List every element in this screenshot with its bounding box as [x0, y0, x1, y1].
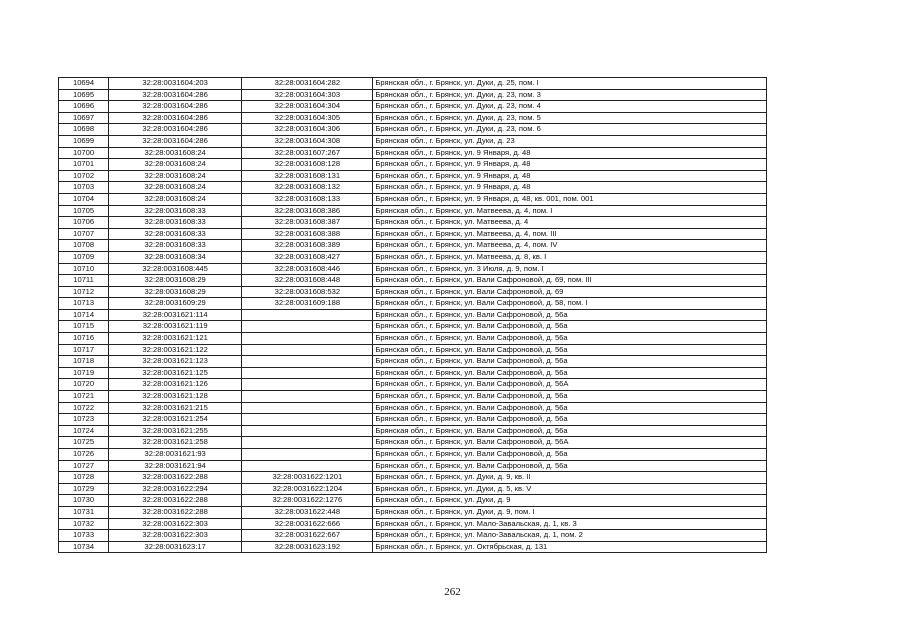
parcel-cadastral-number-cell: 32:28:0031604:203 — [109, 78, 242, 90]
object-cadastral-number-cell — [242, 449, 373, 461]
row-number-cell: 10724 — [59, 425, 109, 437]
address-cell: Брянская обл., г. Брянск, ул. Дуки, д. 23, пом. 6 — [373, 124, 767, 136]
table-row — [59, 170, 767, 182]
row-number-cell: 10694 — [59, 78, 109, 90]
row-number-cell: 10726 — [59, 449, 109, 461]
row-number-cell: 10702 — [59, 170, 109, 182]
address-cell: Брянская обл., г. Брянск, ул. Матвеева, д. 4, пом. I — [373, 205, 767, 217]
table-row — [59, 205, 767, 217]
parcel-cadastral-number-cell: 32:28:0031608:33 — [109, 205, 242, 217]
address-cell: Брянская обл., г. Брянск, ул. 9 Января, д. 48 — [373, 170, 767, 182]
address-cell: Брянская обл., г. Брянск, ул. Вали Сафроновой, д. 58, пом. I — [373, 298, 767, 310]
row-number-cell: 10721 — [59, 391, 109, 403]
address-cell: Брянская обл., г. Брянск, ул. Дуки, д. 23, пом. 5 — [373, 112, 767, 124]
object-cadastral-number-cell — [242, 321, 373, 333]
row-number-cell: 10734 — [59, 541, 109, 553]
address-cell: Брянская обл., г. Брянск, ул. Октябрьская, д. 131 — [373, 541, 767, 553]
row-number-cell: 10720 — [59, 379, 109, 391]
row-number-cell: 10708 — [59, 240, 109, 252]
parcel-cadastral-number-cell: 32:28:0031621:121 — [109, 333, 242, 345]
object-cadastral-number-cell: 32:28:0031622:667 — [242, 530, 373, 542]
table-row — [59, 147, 767, 159]
address-cell: Брянская обл., г. Брянск, ул. Дуки, д. 23, пом. 3 — [373, 89, 767, 101]
table-row — [59, 228, 767, 240]
row-number-cell: 10715 — [59, 321, 109, 333]
object-cadastral-number-cell — [242, 414, 373, 426]
parcel-cadastral-number-cell: 32:28:0031622:288 — [109, 472, 242, 484]
row-number-cell: 10706 — [59, 217, 109, 229]
row-number-cell: 10701 — [59, 159, 109, 171]
parcel-cadastral-number-cell: 32:28:0031621:215 — [109, 402, 242, 414]
object-cadastral-number-cell: 32:28:0031622:1204 — [242, 483, 373, 495]
table-row — [59, 518, 767, 530]
row-number-cell: 10727 — [59, 460, 109, 472]
table-row — [59, 425, 767, 437]
object-cadastral-number-cell — [242, 437, 373, 449]
object-cadastral-number-cell — [242, 367, 373, 379]
row-number-cell: 10704 — [59, 193, 109, 205]
parcel-cadastral-number-cell: 32:28:0031621:128 — [109, 391, 242, 403]
table-row — [59, 356, 767, 368]
address-cell: Брянская обл., г. Брянск, ул. Вали Сафроновой, д. 56а — [373, 449, 767, 461]
address-cell: Брянская обл., г. Брянск, ул. Матвеева, д. 4 — [373, 217, 767, 229]
row-number-cell: 10709 — [59, 251, 109, 263]
table-row — [59, 298, 767, 310]
object-cadastral-number-cell: 32:28:0031604:304 — [242, 101, 373, 113]
registry-table — [58, 77, 767, 553]
parcel-cadastral-number-cell: 32:28:0031621:123 — [109, 356, 242, 368]
table-row — [59, 344, 767, 356]
table-row — [59, 159, 767, 171]
object-cadastral-number-cell: 32:28:0031622:1276 — [242, 495, 373, 507]
object-cadastral-number-cell — [242, 356, 373, 368]
table-row — [59, 124, 767, 136]
parcel-cadastral-number-cell: 32:28:0031608:29 — [109, 286, 242, 298]
table-row — [59, 530, 767, 542]
object-cadastral-number-cell: 32:28:0031608:133 — [242, 193, 373, 205]
parcel-cadastral-number-cell: 32:28:0031623:17 — [109, 541, 242, 553]
row-number-cell: 10723 — [59, 414, 109, 426]
object-cadastral-number-cell — [242, 344, 373, 356]
object-cadastral-number-cell — [242, 333, 373, 345]
table-row — [59, 240, 767, 252]
address-cell: Брянская обл., г. Брянск, ул. Дуки, д. 9 — [373, 495, 767, 507]
parcel-cadastral-number-cell: 32:28:0031621:125 — [109, 367, 242, 379]
parcel-cadastral-number-cell: 32:28:0031604:286 — [109, 101, 242, 113]
row-number-cell: 10722 — [59, 402, 109, 414]
row-number-cell: 10730 — [59, 495, 109, 507]
object-cadastral-number-cell: 32:28:0031608:448 — [242, 275, 373, 287]
parcel-cadastral-number-cell: 32:28:0031621:122 — [109, 344, 242, 356]
address-cell: Брянская обл., г. Брянск, ул. Вали Сафроновой, д. 56а — [373, 367, 767, 379]
address-cell: Брянская обл., г. Брянск, ул. Мало-Завальская, д. 1, кв. 3 — [373, 518, 767, 530]
parcel-cadastral-number-cell: 32:28:0031621:94 — [109, 460, 242, 472]
parcel-cadastral-number-cell: 32:28:0031621:126 — [109, 379, 242, 391]
address-cell: Брянская обл., г. Брянск, ул. Вали Сафроновой, д. 56а — [373, 321, 767, 333]
table-row — [59, 251, 767, 263]
parcel-cadastral-number-cell: 32:28:0031604:286 — [109, 124, 242, 136]
object-cadastral-number-cell: 32:28:0031607:267 — [242, 147, 373, 159]
address-cell: Брянская обл., г. Брянск, ул. Вали Сафроновой, д. 69 — [373, 286, 767, 298]
address-cell: Брянская обл., г. Брянск, ул. Вали Сафроновой, д. 56а — [373, 460, 767, 472]
table-row — [59, 89, 767, 101]
object-cadastral-number-cell: 32:28:0031608:427 — [242, 251, 373, 263]
row-number-cell: 10718 — [59, 356, 109, 368]
row-number-cell: 10699 — [59, 135, 109, 147]
address-cell: Брянская обл., г. Брянск, ул. Вали Сафроновой, д. 56а — [373, 333, 767, 345]
table-row — [59, 101, 767, 113]
object-cadastral-number-cell: 32:28:0031622:666 — [242, 518, 373, 530]
address-cell: Брянская обл., г. Брянск, ул. 9 Января, д. 48 — [373, 182, 767, 194]
address-cell: Брянская обл., г. Брянск, ул. Вали Сафроновой, д. 56А — [373, 437, 767, 449]
parcel-cadastral-number-cell: 32:28:0031621:254 — [109, 414, 242, 426]
object-cadastral-number-cell: 32:28:0031609:188 — [242, 298, 373, 310]
row-number-cell: 10712 — [59, 286, 109, 298]
row-number-cell: 10697 — [59, 112, 109, 124]
parcel-cadastral-number-cell: 32:28:0031608:33 — [109, 228, 242, 240]
address-cell: Брянская обл., г. Брянск, ул. 9 Января, д. 48 — [373, 159, 767, 171]
row-number-cell: 10707 — [59, 228, 109, 240]
row-number-cell: 10713 — [59, 298, 109, 310]
row-number-cell: 10700 — [59, 147, 109, 159]
parcel-cadastral-number-cell: 32:28:0031608:24 — [109, 159, 242, 171]
row-number-cell: 10719 — [59, 367, 109, 379]
table-row — [59, 449, 767, 461]
object-cadastral-number-cell: 32:28:0031622:1201 — [242, 472, 373, 484]
address-cell: Брянская обл., г. Брянск, ул. Мало-Завальская, д. 1, пом. 2 — [373, 530, 767, 542]
address-cell: Брянская обл., г. Брянск, ул. Вали Сафроновой, д. 56а — [373, 356, 767, 368]
parcel-cadastral-number-cell: 32:28:0031621:258 — [109, 437, 242, 449]
table-row — [59, 182, 767, 194]
address-cell: Брянская обл., г. Брянск, ул. Вали Сафроновой, д. 56А — [373, 379, 767, 391]
row-number-cell: 10703 — [59, 182, 109, 194]
object-cadastral-number-cell: 32:28:0031608:446 — [242, 263, 373, 275]
table-row — [59, 437, 767, 449]
address-cell: Брянская обл., г. Брянск, ул. Вали Сафроновой, д. 56а — [373, 425, 767, 437]
object-cadastral-number-cell: 32:28:0031608:386 — [242, 205, 373, 217]
object-cadastral-number-cell — [242, 460, 373, 472]
table-row — [59, 78, 767, 90]
row-number-cell: 10714 — [59, 309, 109, 321]
parcel-cadastral-number-cell: 32:28:0031622:288 — [109, 495, 242, 507]
object-cadastral-number-cell: 32:28:0031623:192 — [242, 541, 373, 553]
parcel-cadastral-number-cell: 32:28:0031604:286 — [109, 112, 242, 124]
row-number-cell: 10710 — [59, 263, 109, 275]
object-cadastral-number-cell: 32:28:0031608:388 — [242, 228, 373, 240]
parcel-cadastral-number-cell: 32:28:0031621:114 — [109, 309, 242, 321]
address-cell: Брянская обл., г. Брянск, ул. Дуки, д. 23, пом. 4 — [373, 101, 767, 113]
table-row — [59, 112, 767, 124]
parcel-cadastral-number-cell: 32:28:0031622:288 — [109, 506, 242, 518]
object-cadastral-number-cell: 32:28:0031604:306 — [242, 124, 373, 136]
table-row — [59, 391, 767, 403]
parcel-cadastral-number-cell: 32:28:0031604:286 — [109, 89, 242, 101]
table-row — [59, 483, 767, 495]
row-number-cell: 10696 — [59, 101, 109, 113]
parcel-cadastral-number-cell: 32:28:0031622:294 — [109, 483, 242, 495]
table-row — [59, 321, 767, 333]
object-cadastral-number-cell — [242, 402, 373, 414]
table-row — [59, 286, 767, 298]
parcel-cadastral-number-cell: 32:28:0031622:303 — [109, 530, 242, 542]
object-cadastral-number-cell: 32:28:0031604:305 — [242, 112, 373, 124]
row-number-cell: 10711 — [59, 275, 109, 287]
parcel-cadastral-number-cell: 32:28:0031609:29 — [109, 298, 242, 310]
row-number-cell: 10725 — [59, 437, 109, 449]
object-cadastral-number-cell: 32:28:0031604:308 — [242, 135, 373, 147]
object-cadastral-number-cell: 32:28:0031608:387 — [242, 217, 373, 229]
object-cadastral-number-cell: 32:28:0031604:303 — [242, 89, 373, 101]
table-row — [59, 309, 767, 321]
object-cadastral-number-cell: 32:28:0031604:282 — [242, 78, 373, 90]
row-number-cell: 10705 — [59, 205, 109, 217]
table-row — [59, 460, 767, 472]
address-cell: Брянская обл., г. Брянск, ул. Дуки, д. 9, кв. II — [373, 472, 767, 484]
parcel-cadastral-number-cell: 32:28:0031608:24 — [109, 182, 242, 194]
object-cadastral-number-cell — [242, 379, 373, 391]
address-cell: Брянская обл., г. Брянск, ул. 9 Января, д. 48 — [373, 147, 767, 159]
row-number-cell: 10698 — [59, 124, 109, 136]
row-number-cell: 10732 — [59, 518, 109, 530]
row-number-cell: 10716 — [59, 333, 109, 345]
parcel-cadastral-number-cell: 32:28:0031608:24 — [109, 193, 242, 205]
address-cell: Брянская обл., г. Брянск, ул. Вали Сафроновой, д. 69, пом. III — [373, 275, 767, 287]
row-number-cell: 10731 — [59, 506, 109, 518]
table-row — [59, 193, 767, 205]
object-cadastral-number-cell — [242, 391, 373, 403]
object-cadastral-number-cell: 32:28:0031608:131 — [242, 170, 373, 182]
table-row — [59, 379, 767, 391]
parcel-cadastral-number-cell: 32:28:0031608:33 — [109, 240, 242, 252]
parcel-cadastral-number-cell: 32:28:0031608:24 — [109, 170, 242, 182]
page-number: 262 — [444, 586, 461, 598]
object-cadastral-number-cell: 32:28:0031608:389 — [242, 240, 373, 252]
address-cell: Брянская обл., г. Брянск, ул. Дуки, д. 25, пом. I — [373, 78, 767, 90]
object-cadastral-number-cell — [242, 425, 373, 437]
parcel-cadastral-number-cell: 32:28:0031604:286 — [109, 135, 242, 147]
table-row — [59, 367, 767, 379]
address-cell: Брянская обл., г. Брянск, ул. Вали Сафроновой, д. 56а — [373, 391, 767, 403]
row-number-cell: 10733 — [59, 530, 109, 542]
address-cell: Брянская обл., г. Брянск, ул. Дуки, д. 9, пом. I — [373, 506, 767, 518]
address-cell: Брянская обл., г. Брянск, ул. Дуки, д. 23 — [373, 135, 767, 147]
address-cell: Брянская обл., г. Брянск, ул. Вали Сафроновой, д. 56а — [373, 414, 767, 426]
object-cadastral-number-cell: 32:28:0031608:128 — [242, 159, 373, 171]
table-row — [59, 541, 767, 553]
address-cell: Брянская обл., г. Брянск, ул. Матвеева, д. 4, пом. III — [373, 228, 767, 240]
object-cadastral-number-cell: 32:28:0031608:532 — [242, 286, 373, 298]
object-cadastral-number-cell: 32:28:0031622:448 — [242, 506, 373, 518]
object-cadastral-number-cell — [242, 309, 373, 321]
parcel-cadastral-number-cell: 32:28:0031608:29 — [109, 275, 242, 287]
address-cell: Брянская обл., г. Брянск, ул. Матвеева, д. 4, пом. IV — [373, 240, 767, 252]
table-row — [59, 472, 767, 484]
table-row — [59, 217, 767, 229]
address-cell: Брянская обл., г. Брянск, ул. Вали Сафроновой, д. 56а — [373, 309, 767, 321]
row-number-cell: 10717 — [59, 344, 109, 356]
parcel-cadastral-number-cell: 32:28:0031608:445 — [109, 263, 242, 275]
table-row — [59, 263, 767, 275]
parcel-cadastral-number-cell: 32:28:0031621:255 — [109, 425, 242, 437]
address-cell: Брянская обл., г. Брянск, ул. 9 Января, д. 48, кв. 001, пом. 001 — [373, 193, 767, 205]
registry-table-body — [59, 78, 767, 553]
table-row — [59, 414, 767, 426]
address-cell: Брянская обл., г. Брянск, ул. Матвеева, д. 8, кв. I — [373, 251, 767, 263]
address-cell: Брянская обл., г. Брянск, ул. Дуки, д. 5, кв. V — [373, 483, 767, 495]
table-row — [59, 506, 767, 518]
table-row — [59, 495, 767, 507]
table-row — [59, 135, 767, 147]
address-cell: Брянская обл., г. Брянск, ул. 3 Июля, д. 9, пом. I — [373, 263, 767, 275]
parcel-cadastral-number-cell: 32:28:0031621:93 — [109, 449, 242, 461]
table-row — [59, 402, 767, 414]
table-row — [59, 333, 767, 345]
parcel-cadastral-number-cell: 32:28:0031621:119 — [109, 321, 242, 333]
parcel-cadastral-number-cell: 32:28:0031608:24 — [109, 147, 242, 159]
row-number-cell: 10729 — [59, 483, 109, 495]
address-cell: Брянская обл., г. Брянск, ул. Вали Сафроновой, д. 56а — [373, 402, 767, 414]
object-cadastral-number-cell: 32:28:0031608:132 — [242, 182, 373, 194]
parcel-cadastral-number-cell: 32:28:0031608:34 — [109, 251, 242, 263]
parcel-cadastral-number-cell: 32:28:0031622:303 — [109, 518, 242, 530]
table-row — [59, 275, 767, 287]
address-cell: Брянская обл., г. Брянск, ул. Вали Сафроновой, д. 56а — [373, 344, 767, 356]
row-number-cell: 10695 — [59, 89, 109, 101]
row-number-cell: 10728 — [59, 472, 109, 484]
parcel-cadastral-number-cell: 32:28:0031608:33 — [109, 217, 242, 229]
